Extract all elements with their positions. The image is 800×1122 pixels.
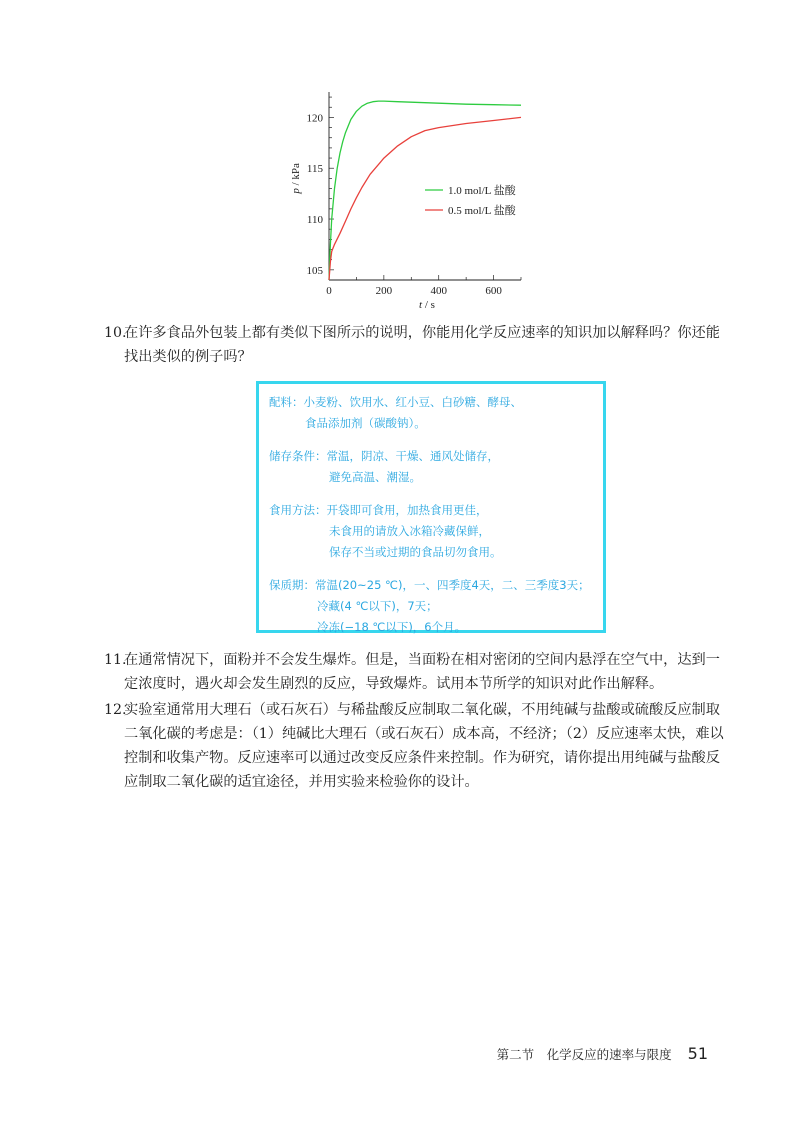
x-tick-label: 400: [430, 285, 447, 297]
question-number: 12.: [104, 702, 127, 718]
label-ingredients: [269, 392, 522, 434]
y-tick-label: 120: [306, 112, 323, 125]
question-line: 二氧化碳的考虑是：（1）纯碱比大理石（或石灰石）成本高，不经济；（2）反应速率太快，难以: [124, 726, 724, 742]
x-tick-label: 200: [375, 285, 393, 297]
y-tick-label: 105: [306, 264, 323, 277]
question-line: 实验室通常用大理石（或石灰石）与稀盐酸反应制取二氧化碳，不用纯碱与盐酸或硫酸反应制取: [124, 702, 720, 718]
question-10: [104, 321, 720, 369]
question-line: 在许多食品外包装上都有类似下图所示的说明，你能用化学反应速率的知识加以解释吗？你还能: [124, 325, 720, 341]
label-line: 食用方法：开袋即可食用，加热食用更佳，: [269, 503, 488, 517]
legend-label: 1.0 mol/L 盐酸: [448, 185, 516, 197]
label-usage: [269, 500, 502, 563]
label-line: 冷藏(4 ℃以下)，7天；: [317, 599, 438, 613]
question-line: 定浓度时，遇火却会发生剧烈的反应，导致爆炸。试用本节所学的知识对此作出解释。: [124, 676, 664, 692]
chart-svg: [285, 92, 535, 320]
label-line: 食品添加剂（碳酸钠）。: [305, 416, 426, 430]
y-tick-label: 115: [306, 163, 323, 176]
y-tick-label: 110: [306, 214, 323, 227]
y-axis-label: p / kPa: [290, 163, 302, 194]
section-title: 第二节 化学反应的速率与限度: [496, 1047, 672, 1062]
label-line: 避免高温、潮湿。: [329, 470, 421, 484]
question-line: 在通常情况下，面粉并不会发生爆炸。但是，当面粉在相对密闭的空间内悬浮在空气中，达到一: [124, 652, 720, 668]
question-line: 找出类似的例子吗？: [124, 349, 252, 365]
question-number: 10.: [104, 325, 127, 341]
x-tick-label: 600: [485, 285, 502, 297]
x-axis-label: t / s: [419, 299, 435, 311]
pressure-time-chart: [285, 92, 535, 320]
label-line: 冷冻(−18 ℃以下)，6个月。: [317, 620, 467, 634]
x-tick-label: 0: [326, 285, 332, 297]
label-line: 保质期：常温(20~25 ℃)，一、四季度4天，二、三季度3天；: [269, 578, 590, 592]
question-line: 控制和收集产物。反应速率可以通过改变反应条件来控制。作为研究，请你提出用纯碱与盐酸反: [124, 750, 720, 766]
page-footer: [497, 1044, 708, 1063]
legend-label: 0.5 mol/L 盐酸: [448, 205, 516, 217]
label-storage: [269, 446, 499, 488]
label-line: 配料：小麦粉、饮用水、红小豆、白砂糖、酵母、: [269, 395, 522, 409]
question-11: [104, 648, 720, 696]
food-label-box: [256, 381, 606, 633]
label-line: 未食用的请放入冰箱冷藏保鲜，: [329, 524, 490, 538]
label-line: 保存不当或过期的食品切勿食用。: [329, 545, 502, 559]
page-number: 51: [687, 1044, 708, 1063]
series-line-2: [329, 117, 521, 280]
question-line: 应制取二氧化碳的适宜途径，并用实验来检验你的设计。: [124, 774, 479, 790]
label-shelf-life: [269, 575, 590, 638]
question-number: 11.: [104, 652, 127, 668]
question-12: [104, 698, 724, 794]
label-line: 储存条件：常温，阴凉、干燥、通风处储存，: [269, 449, 499, 463]
